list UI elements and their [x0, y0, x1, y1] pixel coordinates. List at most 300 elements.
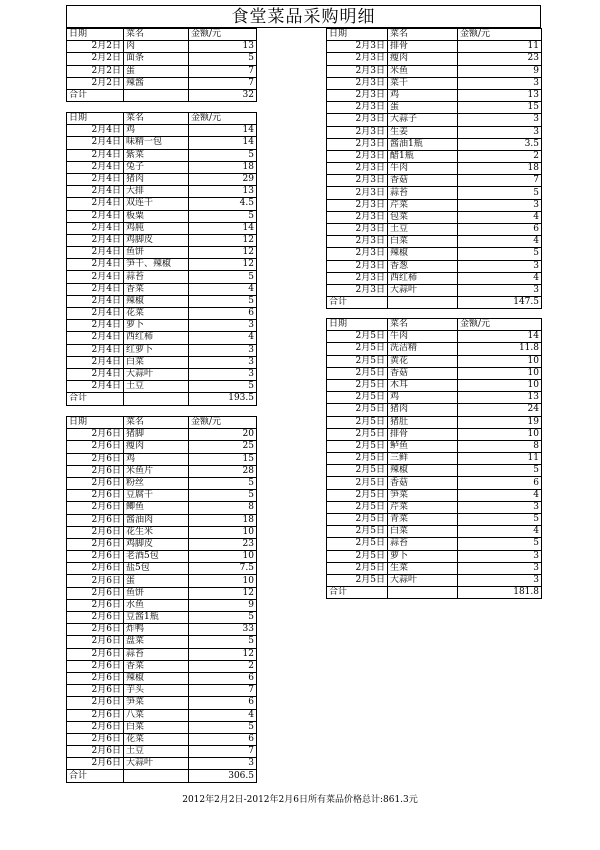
item-name-cell: 香菇 — [388, 367, 458, 379]
table-row — [327, 367, 542, 379]
table-row — [67, 125, 257, 137]
table-header-row — [327, 319, 542, 331]
date-cell: 2月6日 — [67, 441, 124, 453]
table-row — [327, 89, 542, 101]
table-row — [327, 199, 542, 211]
table-row — [67, 746, 257, 758]
amount-cell: 11 — [458, 41, 542, 53]
date-cell: 2月5日 — [327, 379, 388, 391]
table-row — [67, 465, 257, 477]
item-column-header: 菜名 — [388, 319, 458, 331]
table-row — [327, 224, 542, 236]
date-cell: 2月4日 — [67, 271, 124, 283]
date-cell: 2月6日 — [67, 477, 124, 489]
amount-cell: 14 — [189, 125, 257, 137]
table-row — [327, 343, 542, 355]
amount-column-header: 金额/元 — [458, 29, 542, 41]
date-cell: 2月6日 — [67, 465, 124, 477]
amount-cell: 25 — [189, 441, 257, 453]
total-label: 合计 — [67, 393, 124, 405]
table-row — [327, 440, 542, 452]
date-cell: 2月5日 — [327, 453, 388, 465]
table-header-row — [327, 29, 542, 41]
table-row — [327, 187, 542, 199]
amount-column-header: 金额/元 — [458, 319, 542, 331]
table-row — [327, 550, 542, 562]
amount-cell: 15 — [458, 102, 542, 114]
table-header-row — [67, 113, 257, 125]
date-cell: 2月3日 — [327, 89, 388, 101]
table-row — [327, 77, 542, 89]
date-cell: 2月4日 — [67, 149, 124, 161]
total-row — [327, 297, 542, 309]
amount-cell: 7 — [189, 746, 257, 758]
amount-cell: 7 — [458, 175, 542, 187]
item-name-cell: 鸡脚皮 — [124, 538, 189, 550]
date-cell: 2月3日 — [327, 211, 388, 223]
date-cell: 2月4日 — [67, 125, 124, 137]
date-cell: 2月6日 — [67, 624, 124, 636]
total-amount: 147.5 — [458, 297, 542, 309]
total-row — [327, 587, 542, 599]
date-cell: 2月4日 — [67, 332, 124, 344]
item-name-cell: 大蒜叶 — [388, 284, 458, 296]
item-name-cell: 盐5包 — [124, 563, 189, 575]
total-label: 合计 — [327, 297, 388, 309]
amount-cell: 7 — [189, 685, 257, 697]
date-cell: 2月4日 — [67, 247, 124, 259]
date-cell: 2月6日 — [67, 526, 124, 538]
item-name-cell: 生姜 — [388, 126, 458, 138]
table-row — [67, 137, 257, 149]
total-amount: 193.5 — [189, 393, 257, 405]
table-row — [67, 368, 257, 380]
date-cell: 2月5日 — [327, 404, 388, 416]
table-row — [67, 271, 257, 283]
table-row — [67, 308, 257, 320]
item-name-cell: 排骨 — [388, 428, 458, 440]
item-name-cell: 鸡肫 — [124, 222, 189, 234]
date-column-header: 日期 — [327, 319, 388, 331]
table-row — [67, 526, 257, 538]
amount-cell: 8 — [458, 440, 542, 452]
item-name-cell: 猪脚 — [124, 429, 189, 441]
item-name-cell: 黄花 — [388, 355, 458, 367]
amount-cell: 10 — [189, 575, 257, 587]
item-name-cell: 蛋 — [124, 65, 189, 77]
table-row — [67, 429, 257, 441]
amount-cell: 10 — [189, 526, 257, 538]
amount-cell: 3 — [458, 501, 542, 513]
date-cell: 2月3日 — [327, 53, 388, 65]
item-name-cell: 辣椒 — [124, 672, 189, 684]
table-row — [67, 648, 257, 660]
item-name-cell: 猪肉 — [124, 173, 189, 185]
date-cell: 2月3日 — [327, 248, 388, 260]
table-row — [67, 320, 257, 332]
item-name-cell: 白菜 — [124, 721, 189, 733]
item-name-cell: 土豆 — [124, 381, 189, 393]
item-name-cell: 猪肉 — [388, 404, 458, 416]
total-row — [67, 770, 257, 782]
date-cell: 2月3日 — [327, 175, 388, 187]
table-row — [327, 562, 542, 574]
date-cell: 2月4日 — [67, 161, 124, 173]
amount-cell: 4 — [189, 709, 257, 721]
table-row — [327, 163, 542, 175]
table-row — [67, 721, 257, 733]
date-cell: 2月5日 — [327, 514, 388, 526]
item-column-header: 菜名 — [124, 29, 189, 41]
table-row — [327, 126, 542, 138]
date-cell: 2月4日 — [67, 295, 124, 307]
table-row — [67, 198, 257, 210]
item-name-cell: 大排 — [124, 186, 189, 198]
item-name-cell: 醋1瓶 — [388, 150, 458, 162]
table-row — [327, 41, 542, 53]
date-cell: 2月5日 — [327, 440, 388, 452]
amount-cell: 3 — [189, 368, 257, 380]
amount-cell: 11.8 — [458, 343, 542, 355]
table-row — [67, 186, 257, 198]
item-name-cell: 瘦肉 — [388, 53, 458, 65]
date-cell: 2月6日 — [67, 490, 124, 502]
table-row — [327, 65, 542, 77]
date-cell: 2月6日 — [67, 453, 124, 465]
table-row — [67, 344, 257, 356]
table-row — [67, 161, 257, 173]
item-name-cell: 面条 — [124, 53, 189, 65]
purchase-table-feb3 — [326, 28, 542, 309]
table-row — [327, 477, 542, 489]
item-name-cell: 鱼饼 — [124, 587, 189, 599]
table-row — [67, 758, 257, 770]
item-name-cell: 牛肉 — [388, 331, 458, 343]
total-amount: 32 — [189, 89, 257, 101]
item-name-cell: 花菜 — [124, 308, 189, 320]
date-cell: 2月4日 — [67, 368, 124, 380]
table-row — [67, 672, 257, 684]
amount-cell: 6 — [189, 672, 257, 684]
item-name-cell: 辣椒 — [124, 295, 189, 307]
table-row — [67, 77, 257, 89]
table-row — [327, 465, 542, 477]
date-cell: 2月5日 — [327, 489, 388, 501]
table-row — [327, 416, 542, 428]
amount-cell: 5 — [458, 248, 542, 260]
total-spacer — [388, 587, 458, 599]
table-row — [67, 575, 257, 587]
amount-cell: 10 — [458, 379, 542, 391]
table-row — [67, 149, 257, 161]
item-name-cell: 白菜 — [388, 236, 458, 248]
item-name-cell: 笋菜 — [124, 697, 189, 709]
table-row — [327, 150, 542, 162]
date-cell: 2月5日 — [327, 428, 388, 440]
amount-cell: 3 — [458, 260, 542, 272]
table-row — [327, 428, 542, 440]
amount-cell: 5 — [189, 636, 257, 648]
amount-cell: 3 — [458, 550, 542, 562]
amount-cell: 10 — [458, 428, 542, 440]
item-name-cell: 蛋 — [388, 102, 458, 114]
amount-cell: 15 — [189, 453, 257, 465]
grand-total-note: 2012年2月2日-2012年2月6日所有菜品价格总计:861.3元 — [182, 795, 418, 805]
item-name-cell: 鸡 — [124, 125, 189, 137]
item-name-cell: 蒜苔 — [124, 648, 189, 660]
table-row — [67, 41, 257, 53]
amount-cell: 3 — [189, 344, 257, 356]
amount-cell: 5 — [189, 149, 257, 161]
date-cell: 2月5日 — [327, 477, 388, 489]
amount-cell: 6 — [189, 733, 257, 745]
amount-cell: 9 — [189, 599, 257, 611]
amount-cell: 3.5 — [458, 138, 542, 150]
item-name-cell: 酱油1瓶 — [388, 138, 458, 150]
table-row — [67, 612, 257, 624]
date-cell: 2月3日 — [327, 260, 388, 272]
table-row — [327, 489, 542, 501]
date-cell: 2月3日 — [327, 150, 388, 162]
date-cell: 2月5日 — [327, 501, 388, 513]
item-name-cell: 花菜 — [124, 733, 189, 745]
amount-cell: 5 — [458, 465, 542, 477]
item-name-cell: 豆酱1瓶 — [124, 612, 189, 624]
table-row — [67, 563, 257, 575]
amount-cell: 10 — [458, 355, 542, 367]
item-name-cell: 板粟 — [124, 210, 189, 222]
total-row — [67, 89, 257, 101]
date-cell: 2月2日 — [67, 41, 124, 53]
table-row — [327, 138, 542, 150]
amount-cell: 12 — [189, 247, 257, 259]
total-label: 合计 — [327, 587, 388, 599]
amount-cell: 2 — [458, 150, 542, 162]
amount-column-header: 金额/元 — [189, 113, 257, 125]
amount-cell: 3 — [458, 199, 542, 211]
item-name-cell: 芹菜 — [388, 199, 458, 211]
table-row — [327, 102, 542, 114]
date-cell: 2月4日 — [67, 344, 124, 356]
amount-cell: 3 — [458, 114, 542, 126]
item-name-cell: 芹菜 — [388, 501, 458, 513]
table-row — [67, 283, 257, 295]
purchase-table-feb4 — [66, 112, 257, 406]
table-row — [67, 587, 257, 599]
table-row — [327, 514, 542, 526]
date-column-header: 日期 — [67, 29, 124, 41]
table-row — [67, 53, 257, 65]
amount-column-header: 金额/元 — [189, 417, 257, 429]
table-row — [67, 636, 257, 648]
item-name-cell: 红萝卜 — [124, 344, 189, 356]
item-name-cell: 西红柿 — [124, 332, 189, 344]
item-name-cell: 生菜 — [388, 562, 458, 574]
item-name-cell: 土豆 — [124, 746, 189, 758]
date-cell: 2月5日 — [327, 355, 388, 367]
amount-cell: 5 — [189, 271, 257, 283]
amount-cell: 12 — [189, 587, 257, 599]
item-name-cell: 排骨 — [388, 41, 458, 53]
item-name-cell: 兔子 — [124, 161, 189, 173]
item-name-cell: 蒜苔 — [388, 187, 458, 199]
date-cell: 2月6日 — [67, 612, 124, 624]
table-row — [67, 685, 257, 697]
amount-cell: 3 — [189, 356, 257, 368]
table-row — [327, 236, 542, 248]
date-cell: 2月5日 — [327, 331, 388, 343]
table-row — [327, 260, 542, 272]
date-cell: 2月6日 — [67, 746, 124, 758]
table-row — [327, 501, 542, 513]
amount-cell: 3 — [458, 126, 542, 138]
table-row — [327, 114, 542, 126]
amount-cell: 4 — [189, 283, 257, 295]
item-name-cell: 牛肉 — [388, 163, 458, 175]
date-cell: 2月3日 — [327, 224, 388, 236]
page-title: 食堂菜品采购明细 — [66, 5, 541, 28]
amount-cell: 7 — [189, 77, 257, 89]
amount-cell: 5 — [458, 187, 542, 199]
amount-cell: 18 — [189, 161, 257, 173]
date-cell: 2月4日 — [67, 320, 124, 332]
total-spacer — [124, 393, 189, 405]
item-name-cell: 蛋 — [124, 575, 189, 587]
date-cell: 2月3日 — [327, 114, 388, 126]
item-column-header: 菜名 — [124, 417, 189, 429]
purchase-table-feb5 — [326, 318, 542, 599]
item-name-cell: 米鱼片 — [124, 465, 189, 477]
item-name-cell: 鲫鱼 — [124, 502, 189, 514]
item-name-cell: 盘菜 — [124, 636, 189, 648]
date-cell: 2月6日 — [67, 514, 124, 526]
date-column-header: 日期 — [67, 417, 124, 429]
item-name-cell: 鸡脚皮 — [124, 234, 189, 246]
item-name-cell: 白菜 — [388, 526, 458, 538]
item-name-cell: 木耳 — [388, 379, 458, 391]
date-cell: 2月4日 — [67, 210, 124, 222]
amount-cell: 5 — [189, 381, 257, 393]
date-cell: 2月4日 — [67, 137, 124, 149]
table-row — [67, 502, 257, 514]
total-row — [67, 393, 257, 405]
date-cell: 2月3日 — [327, 199, 388, 211]
table-row — [67, 259, 257, 271]
item-name-cell: 味精一包 — [124, 137, 189, 149]
table-row — [67, 332, 257, 344]
amount-cell: 5 — [458, 514, 542, 526]
item-name-cell: 包菜 — [388, 211, 458, 223]
amount-cell: 29 — [189, 173, 257, 185]
date-cell: 2月3日 — [327, 65, 388, 77]
amount-cell: 4 — [189, 332, 257, 344]
date-cell: 2月4日 — [67, 234, 124, 246]
date-cell: 2月5日 — [327, 392, 388, 404]
item-name-cell: 米鱼 — [388, 65, 458, 77]
item-name-cell: 豆腐干 — [124, 490, 189, 502]
date-cell: 2月5日 — [327, 343, 388, 355]
item-name-cell: 青菜 — [388, 514, 458, 526]
table-row — [327, 526, 542, 538]
amount-cell: 3 — [458, 562, 542, 574]
date-cell: 2月6日 — [67, 636, 124, 648]
date-cell: 2月6日 — [67, 660, 124, 672]
item-name-cell: 鸡 — [388, 392, 458, 404]
date-cell: 2月5日 — [327, 526, 388, 538]
date-cell: 2月6日 — [67, 429, 124, 441]
date-cell: 2月6日 — [67, 721, 124, 733]
date-cell: 2月4日 — [67, 198, 124, 210]
total-spacer — [388, 297, 458, 309]
amount-cell: 3 — [458, 77, 542, 89]
date-cell: 2月5日 — [327, 562, 388, 574]
date-cell: 2月3日 — [327, 126, 388, 138]
date-cell: 2月5日 — [327, 550, 388, 562]
item-name-cell: 香菇 — [388, 477, 458, 489]
table-row — [327, 404, 542, 416]
purchase-table-feb2 — [66, 28, 257, 102]
date-cell: 2月4日 — [67, 222, 124, 234]
amount-cell: 4 — [458, 272, 542, 284]
date-cell: 2月5日 — [327, 416, 388, 428]
table-row — [327, 248, 542, 260]
total-spacer — [124, 770, 189, 782]
amount-cell: 5 — [458, 538, 542, 550]
amount-cell: 4 — [458, 526, 542, 538]
item-name-cell: 大蒜子 — [388, 114, 458, 126]
item-column-header: 菜名 — [124, 113, 189, 125]
date-cell: 2月6日 — [67, 733, 124, 745]
amount-cell: 20 — [189, 429, 257, 441]
item-name-cell: 辣椒 — [388, 465, 458, 477]
table-row — [67, 477, 257, 489]
table-row — [327, 392, 542, 404]
item-name-cell: 辣酱 — [124, 77, 189, 89]
item-name-cell: 萝卜 — [124, 320, 189, 332]
item-name-cell: 鸡 — [124, 453, 189, 465]
item-name-cell: 猪肚 — [388, 416, 458, 428]
table-row — [67, 733, 257, 745]
amount-cell: 6 — [189, 308, 257, 320]
item-name-cell: 鲈鱼 — [388, 440, 458, 452]
date-cell: 2月3日 — [327, 163, 388, 175]
table-row — [67, 490, 257, 502]
amount-cell: 5 — [189, 490, 257, 502]
table-row — [67, 234, 257, 246]
item-name-cell: 大蒜叶 — [124, 368, 189, 380]
date-cell: 2月4日 — [67, 308, 124, 320]
table-header-row — [67, 417, 257, 429]
amount-cell: 5 — [189, 721, 257, 733]
amount-cell: 3 — [458, 574, 542, 586]
amount-cell: 18 — [458, 163, 542, 175]
amount-cell: 12 — [189, 234, 257, 246]
date-column-header: 日期 — [67, 113, 124, 125]
amount-cell: 2 — [189, 660, 257, 672]
table-row — [327, 538, 542, 550]
item-name-cell: 洗洁精 — [388, 343, 458, 355]
amount-cell: 3 — [189, 320, 257, 332]
item-name-cell: 八菜 — [124, 709, 189, 721]
table-row — [67, 247, 257, 259]
table-row — [67, 514, 257, 526]
amount-cell: 14 — [189, 137, 257, 149]
table-row — [67, 709, 257, 721]
item-name-cell: 香葱 — [388, 260, 458, 272]
date-cell: 2月2日 — [67, 77, 124, 89]
item-name-cell: 鱼饼 — [124, 247, 189, 259]
table-row — [67, 441, 257, 453]
